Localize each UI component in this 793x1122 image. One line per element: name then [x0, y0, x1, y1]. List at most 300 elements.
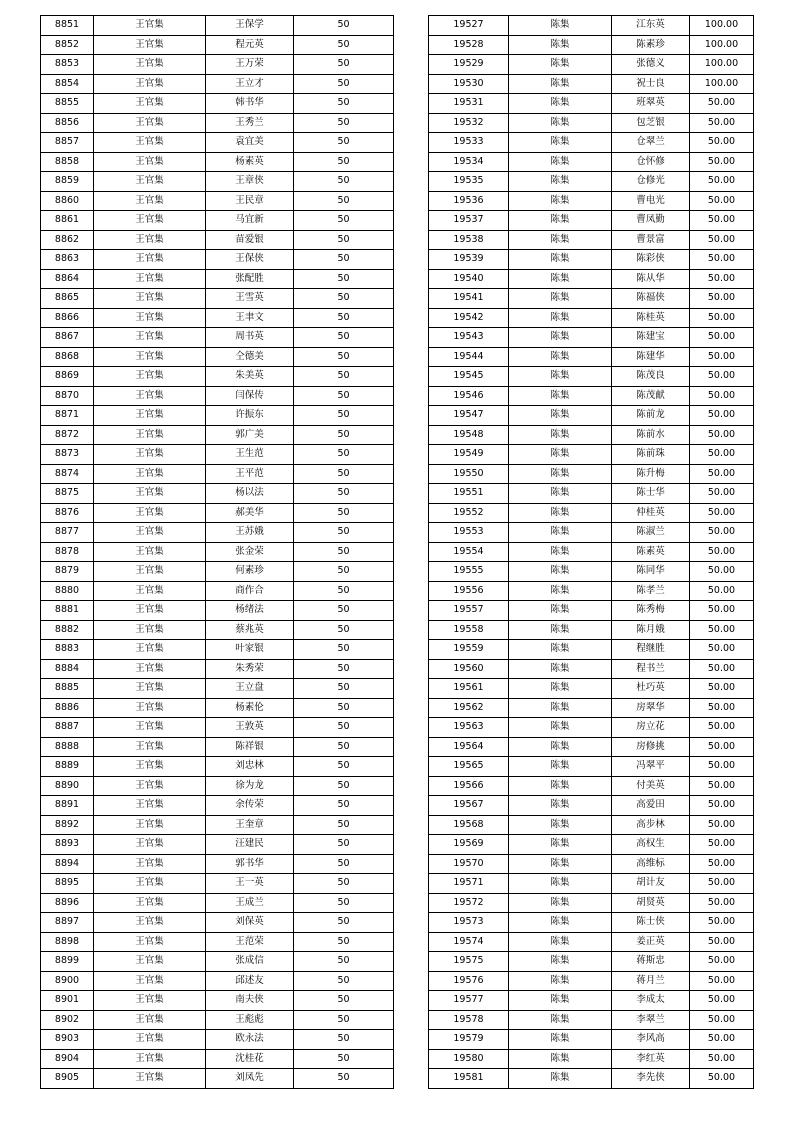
cell-name: 陈素英	[612, 542, 690, 562]
cell-village: 王官集	[94, 16, 206, 36]
cell-village: 王官集	[94, 679, 206, 699]
table-row	[41, 406, 394, 426]
cell-village: 陈集	[509, 815, 612, 835]
cell-id: 8886	[41, 698, 94, 718]
table-row	[429, 347, 754, 367]
table-row	[429, 464, 754, 484]
cell-id: 8891	[41, 796, 94, 816]
cell-id: 19563	[429, 718, 509, 738]
cell-village: 王官集	[94, 191, 206, 211]
cell-name: 王苏娥	[206, 523, 294, 543]
cell-amount: 50.00	[690, 250, 754, 270]
cell-id: 19544	[429, 347, 509, 367]
cell-id: 8862	[41, 230, 94, 250]
cell-id: 19553	[429, 523, 509, 543]
cell-name: 朱美英	[206, 367, 294, 387]
cell-amount: 50	[294, 718, 394, 738]
cell-amount: 50	[294, 172, 394, 192]
cell-village: 陈集	[509, 932, 612, 952]
table-row	[41, 542, 394, 562]
table-row	[429, 640, 754, 660]
cell-name: 陈月娥	[612, 620, 690, 640]
cell-id: 19570	[429, 854, 509, 874]
cell-id: 8865	[41, 289, 94, 309]
table-row	[41, 211, 394, 231]
cell-amount: 50.00	[690, 718, 754, 738]
cell-village: 陈集	[509, 640, 612, 660]
cell-id: 8903	[41, 1030, 94, 1050]
cell-village: 王官集	[94, 35, 206, 55]
cell-village: 王官集	[94, 874, 206, 894]
cell-name: 张德义	[612, 55, 690, 75]
cell-id: 19562	[429, 698, 509, 718]
table-row	[41, 172, 394, 192]
cell-amount: 50	[294, 620, 394, 640]
cell-name: 陈士华	[612, 484, 690, 504]
cell-id: 19530	[429, 74, 509, 94]
table-row	[429, 893, 754, 913]
cell-id: 19535	[429, 172, 509, 192]
cell-id: 8897	[41, 913, 94, 933]
cell-name: 张金荣	[206, 542, 294, 562]
cell-id: 8854	[41, 74, 94, 94]
cell-name: 陈孝兰	[612, 581, 690, 601]
cell-amount: 50.00	[690, 191, 754, 211]
cell-name: 周书英	[206, 328, 294, 348]
cell-amount: 50.00	[690, 679, 754, 699]
table-row	[429, 308, 754, 328]
cell-village: 王官集	[94, 230, 206, 250]
cell-village: 王官集	[94, 659, 206, 679]
cell-name: 付美英	[612, 776, 690, 796]
cell-village: 王官集	[94, 542, 206, 562]
cell-amount: 50	[294, 1010, 394, 1030]
cell-id: 19575	[429, 952, 509, 972]
cell-id: 8902	[41, 1010, 94, 1030]
table-row	[41, 230, 394, 250]
right-table-body	[429, 16, 754, 1089]
cell-id: 8855	[41, 94, 94, 114]
table-row	[41, 815, 394, 835]
table-row	[429, 932, 754, 952]
cell-village: 陈集	[509, 386, 612, 406]
table-row	[429, 659, 754, 679]
cell-id: 19579	[429, 1030, 509, 1050]
cell-id: 8869	[41, 367, 94, 387]
cell-amount: 50.00	[690, 230, 754, 250]
cell-village: 陈集	[509, 601, 612, 621]
cell-amount: 50.00	[690, 328, 754, 348]
cell-amount: 50	[294, 55, 394, 75]
cell-village: 王官集	[94, 308, 206, 328]
cell-village: 陈集	[509, 152, 612, 172]
table-row	[41, 113, 394, 133]
cell-id: 8885	[41, 679, 94, 699]
cell-id: 19540	[429, 269, 509, 289]
cell-amount: 50	[294, 1049, 394, 1069]
cell-amount: 50.00	[690, 991, 754, 1011]
cell-amount: 50	[294, 269, 394, 289]
cell-amount: 50	[294, 640, 394, 660]
cell-id: 19576	[429, 971, 509, 991]
cell-amount: 50.00	[690, 1069, 754, 1089]
cell-id: 19572	[429, 893, 509, 913]
table-row	[41, 562, 394, 582]
table-row	[429, 971, 754, 991]
left-table	[40, 15, 394, 1089]
cell-amount: 50.00	[690, 523, 754, 543]
cell-amount: 50	[294, 854, 394, 874]
cell-village: 王官集	[94, 464, 206, 484]
cell-amount: 50.00	[690, 757, 754, 777]
cell-village: 陈集	[509, 445, 612, 465]
table-row	[429, 211, 754, 231]
table-row	[41, 913, 394, 933]
cell-name: 欧永法	[206, 1030, 294, 1050]
cell-amount: 50	[294, 601, 394, 621]
cell-amount: 50	[294, 308, 394, 328]
table-row	[429, 16, 754, 36]
cell-village: 陈集	[509, 16, 612, 36]
cell-name: 仓翠兰	[612, 133, 690, 153]
cell-village: 王官集	[94, 581, 206, 601]
table-row	[429, 952, 754, 972]
table-row	[41, 464, 394, 484]
cell-id: 8892	[41, 815, 94, 835]
cell-id: 8851	[41, 16, 94, 36]
cell-amount: 50.00	[690, 289, 754, 309]
cell-amount: 50	[294, 503, 394, 523]
cell-village: 陈集	[509, 484, 612, 504]
cell-village: 陈集	[509, 1069, 612, 1089]
cell-name: 张配胜	[206, 269, 294, 289]
cell-amount: 50	[294, 893, 394, 913]
cell-id: 19552	[429, 503, 509, 523]
cell-amount: 50.00	[690, 542, 754, 562]
cell-village: 王官集	[94, 94, 206, 114]
cell-amount: 50.00	[690, 211, 754, 231]
cell-amount: 50	[294, 698, 394, 718]
cell-village: 王官集	[94, 172, 206, 192]
cell-village: 陈集	[509, 874, 612, 894]
cell-name: 邱述友	[206, 971, 294, 991]
table-row	[41, 16, 394, 36]
cell-name: 陈祥银	[206, 737, 294, 757]
cell-amount: 50.00	[690, 152, 754, 172]
cell-id: 8901	[41, 991, 94, 1011]
cell-village: 陈集	[509, 1049, 612, 1069]
cell-amount: 100.00	[690, 55, 754, 75]
cell-village: 王官集	[94, 328, 206, 348]
cell-name: 陈彩侠	[612, 250, 690, 270]
cell-name: 陈茂献	[612, 386, 690, 406]
cell-village: 王官集	[94, 601, 206, 621]
cell-village: 陈集	[509, 893, 612, 913]
cell-name: 冯翠平	[612, 757, 690, 777]
cell-id: 8884	[41, 659, 94, 679]
table-row	[41, 55, 394, 75]
table-row	[41, 835, 394, 855]
cell-name: 王保学	[206, 16, 294, 36]
cell-village: 王官集	[94, 211, 206, 231]
cell-village: 陈集	[509, 133, 612, 153]
cell-amount: 50	[294, 737, 394, 757]
cell-village: 王官集	[94, 1069, 206, 1089]
cell-name: 王雪英	[206, 289, 294, 309]
cell-village: 王官集	[94, 347, 206, 367]
cell-amount: 50	[294, 776, 394, 796]
cell-id: 8899	[41, 952, 94, 972]
cell-village: 王官集	[94, 698, 206, 718]
cell-id: 8868	[41, 347, 94, 367]
cell-name: 蒋斯忠	[612, 952, 690, 972]
table-row	[41, 581, 394, 601]
cell-amount: 50	[294, 464, 394, 484]
cell-village: 王官集	[94, 854, 206, 874]
cell-amount: 50.00	[690, 445, 754, 465]
cell-id: 8858	[41, 152, 94, 172]
cell-amount: 50	[294, 523, 394, 543]
cell-name: 王立盘	[206, 679, 294, 699]
cell-id: 19556	[429, 581, 509, 601]
cell-village: 王官集	[94, 406, 206, 426]
table-row	[41, 971, 394, 991]
cell-village: 王官集	[94, 776, 206, 796]
cell-village: 陈集	[509, 952, 612, 972]
cell-village: 王官集	[94, 250, 206, 270]
cell-name: 高权生	[612, 835, 690, 855]
cell-id: 19578	[429, 1010, 509, 1030]
cell-village: 王官集	[94, 991, 206, 1011]
cell-id: 8878	[41, 542, 94, 562]
cell-amount: 50	[294, 484, 394, 504]
cell-amount: 50.00	[690, 425, 754, 445]
cell-name: 朱秀荣	[206, 659, 294, 679]
cell-name: 高爱田	[612, 796, 690, 816]
cell-id: 8874	[41, 464, 94, 484]
cell-id: 19549	[429, 445, 509, 465]
cell-name: 曹电光	[612, 191, 690, 211]
cell-id: 19557	[429, 601, 509, 621]
table-row	[429, 484, 754, 504]
cell-id: 8880	[41, 581, 94, 601]
cell-name: 何素珍	[206, 562, 294, 582]
table-row	[429, 503, 754, 523]
cell-village: 陈集	[509, 659, 612, 679]
cell-name: 李成太	[612, 991, 690, 1011]
cell-amount: 50	[294, 542, 394, 562]
cell-id: 8857	[41, 133, 94, 153]
cell-name: 姜正英	[612, 932, 690, 952]
cell-amount: 50	[294, 113, 394, 133]
cell-village: 陈集	[509, 581, 612, 601]
cell-village: 王官集	[94, 893, 206, 913]
table-row	[41, 74, 394, 94]
cell-id: 8898	[41, 932, 94, 952]
table-row	[41, 1010, 394, 1030]
cell-name: 陈前水	[612, 425, 690, 445]
cell-amount: 50.00	[690, 308, 754, 328]
table-row	[429, 269, 754, 289]
cell-id: 8882	[41, 620, 94, 640]
cell-village: 王官集	[94, 913, 206, 933]
cell-id: 19567	[429, 796, 509, 816]
table-row	[41, 893, 394, 913]
cell-village: 陈集	[509, 35, 612, 55]
cell-id: 8866	[41, 308, 94, 328]
table-row	[429, 796, 754, 816]
cell-name: 马宜新	[206, 211, 294, 231]
cell-village: 陈集	[509, 523, 612, 543]
cell-name: 刘凤先	[206, 1069, 294, 1089]
table-row	[429, 74, 754, 94]
cell-id: 19541	[429, 289, 509, 309]
table-row	[429, 718, 754, 738]
cell-village: 王官集	[94, 289, 206, 309]
cell-id: 19565	[429, 757, 509, 777]
cell-id: 8877	[41, 523, 94, 543]
table-row	[41, 308, 394, 328]
cell-id: 19534	[429, 152, 509, 172]
table-row	[41, 386, 394, 406]
cell-name: 祝士良	[612, 74, 690, 94]
cell-id: 19546	[429, 386, 509, 406]
cell-village: 陈集	[509, 679, 612, 699]
cell-village: 王官集	[94, 503, 206, 523]
table-row	[429, 991, 754, 1011]
cell-amount: 50.00	[690, 913, 754, 933]
cell-name: 程元英	[206, 35, 294, 55]
table-row	[41, 659, 394, 679]
cell-village: 陈集	[509, 289, 612, 309]
cell-village: 陈集	[509, 191, 612, 211]
cell-village: 陈集	[509, 718, 612, 738]
cell-amount: 100.00	[690, 35, 754, 55]
cell-id: 19539	[429, 250, 509, 270]
cell-village: 王官集	[94, 815, 206, 835]
cell-name: 房立花	[612, 718, 690, 738]
cell-name: 叶家银	[206, 640, 294, 660]
cell-amount: 50.00	[690, 133, 754, 153]
table-row	[429, 425, 754, 445]
cell-name: 余传荣	[206, 796, 294, 816]
cell-name: 王聿文	[206, 308, 294, 328]
cell-name: 程继胜	[612, 640, 690, 660]
table-row	[429, 698, 754, 718]
cell-village: 陈集	[509, 425, 612, 445]
cell-id: 8863	[41, 250, 94, 270]
cell-name: 高维标	[612, 854, 690, 874]
cell-name: 杨绪法	[206, 601, 294, 621]
cell-id: 19543	[429, 328, 509, 348]
table-row	[41, 932, 394, 952]
cell-village: 陈集	[509, 835, 612, 855]
cell-name: 蔡兆英	[206, 620, 294, 640]
cell-amount: 50	[294, 815, 394, 835]
cell-name: 商作合	[206, 581, 294, 601]
cell-id: 19558	[429, 620, 509, 640]
cell-amount: 50	[294, 445, 394, 465]
table-row	[41, 640, 394, 660]
table-row	[429, 191, 754, 211]
cell-amount: 50.00	[690, 113, 754, 133]
table-row	[41, 133, 394, 153]
cell-village: 王官集	[94, 796, 206, 816]
cell-name: 郝美华	[206, 503, 294, 523]
table-row	[429, 113, 754, 133]
table-row	[429, 581, 754, 601]
table-row	[429, 523, 754, 543]
cell-name: 韩书华	[206, 94, 294, 114]
cell-village: 王官集	[94, 152, 206, 172]
cell-amount: 50.00	[690, 659, 754, 679]
cell-amount: 50	[294, 94, 394, 114]
cell-village: 陈集	[509, 94, 612, 114]
cell-village: 陈集	[509, 211, 612, 231]
cell-id: 19529	[429, 55, 509, 75]
cell-village: 王官集	[94, 640, 206, 660]
cell-id: 8872	[41, 425, 94, 445]
cell-id: 19580	[429, 1049, 509, 1069]
cell-amount: 50.00	[690, 776, 754, 796]
table-row	[429, 874, 754, 894]
cell-id: 8889	[41, 757, 94, 777]
cell-amount: 50	[294, 289, 394, 309]
cell-village: 陈集	[509, 737, 612, 757]
cell-village: 王官集	[94, 971, 206, 991]
cell-name: 王彪彪	[206, 1010, 294, 1030]
table-row	[429, 815, 754, 835]
cell-name: 苗爱银	[206, 230, 294, 250]
cell-name: 胡计友	[612, 874, 690, 894]
table-row	[429, 542, 754, 562]
cell-id: 8893	[41, 835, 94, 855]
cell-amount: 50.00	[690, 796, 754, 816]
table-row	[41, 1069, 394, 1089]
cell-village: 王官集	[94, 74, 206, 94]
cell-name: 陈茂良	[612, 367, 690, 387]
cell-id: 19571	[429, 874, 509, 894]
cell-name: 仲桂英	[612, 503, 690, 523]
cell-id: 19573	[429, 913, 509, 933]
cell-id: 19569	[429, 835, 509, 855]
table-row	[41, 425, 394, 445]
cell-amount: 50.00	[690, 854, 754, 874]
cell-amount: 50.00	[690, 874, 754, 894]
table-row	[429, 562, 754, 582]
cell-name: 包芝银	[612, 113, 690, 133]
cell-id: 8890	[41, 776, 94, 796]
cell-village: 陈集	[509, 308, 612, 328]
cell-id: 8879	[41, 562, 94, 582]
cell-village: 陈集	[509, 854, 612, 874]
cell-amount: 50	[294, 1069, 394, 1089]
cell-amount: 50	[294, 74, 394, 94]
cell-name: 王万荣	[206, 55, 294, 75]
cell-id: 8861	[41, 211, 94, 231]
cell-name: 蒋月兰	[612, 971, 690, 991]
cell-name: 王立才	[206, 74, 294, 94]
table-row	[41, 679, 394, 699]
table-row	[429, 386, 754, 406]
cell-name: 李翠兰	[612, 1010, 690, 1030]
cell-name: 陈从华	[612, 269, 690, 289]
cell-amount: 50	[294, 679, 394, 699]
cell-name: 王生范	[206, 445, 294, 465]
table-row	[41, 601, 394, 621]
cell-amount: 50.00	[690, 367, 754, 387]
cell-village: 陈集	[509, 1030, 612, 1050]
